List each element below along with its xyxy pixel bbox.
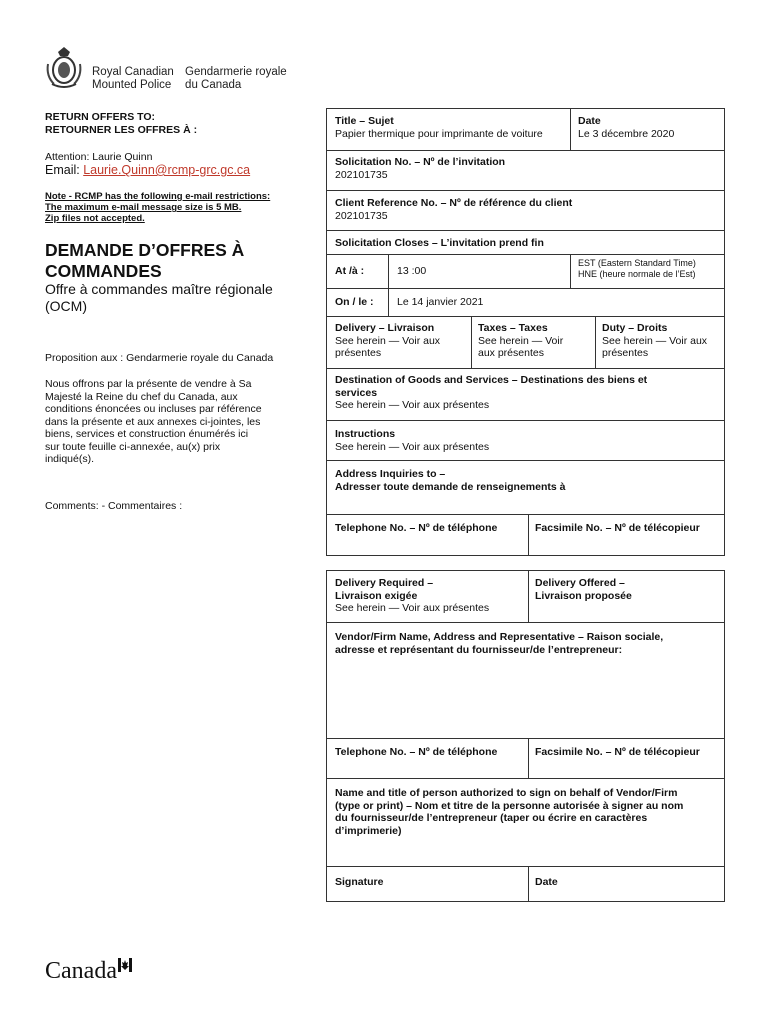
solicitation-number-field (335, 156, 505, 181)
authorized-person-field[interactable] (335, 787, 683, 837)
delivery-offered-field[interactable] (535, 577, 632, 602)
name-title-line-3: du fournisseur/de l’entrepreneur (taper ou écrire en caractères (335, 812, 648, 824)
offer-line-6: sur toute feuille ci-annexée, au(x) prix (45, 440, 221, 453)
offer-line-1: Nous offrons par la présente de vendre à Sa (45, 378, 252, 390)
org-name-fr-line-2: du Canada (185, 79, 242, 91)
org-name-en-line-1: Royal Canadian (92, 66, 174, 78)
page-title-line-1: DEMANDE D’OFFRES À (45, 240, 245, 260)
date-value: Le 3 décembre 2020 (578, 127, 675, 140)
destination-field (335, 374, 647, 412)
email-label: Email: (45, 163, 84, 177)
title-value: Papier thermique pour imprimante de voiture (335, 127, 543, 140)
timezone-en: EST (Eastern Standard Time) (578, 258, 696, 268)
taxes-value-line-1: See herein — Voir (478, 334, 564, 347)
proposal-line: Proposition aux : Gendarmerie royale du Canada (45, 352, 274, 364)
solicitation-closes-label: Solicitation Closes – L’invitation prend fin (335, 237, 544, 249)
delivery-value-line-2: présentes (335, 347, 382, 359)
inquiries-fax-label: Facsimile No. – Nº de télécopieur (535, 522, 700, 534)
on-value: Le 14 janvier 2021 (397, 296, 484, 308)
timezone-field (578, 258, 696, 280)
email-restrictions-note (45, 191, 310, 224)
vendor-label-line-1: Vendor/Firm Name, Address and Representative – Raison sociale, (335, 631, 664, 643)
page-title-line-2: COMMANDES (45, 261, 162, 281)
delivery-required-label-line-2: Livraison exigée (335, 589, 418, 602)
address-inquiries-field (335, 468, 566, 493)
canada-wordmark (45, 958, 132, 985)
delivery-label: Delivery – Livraison (335, 322, 435, 334)
vendor-form (326, 570, 725, 902)
name-title-line-1: Name and title of person authorized to sign on behalf of Vendor/Firm (335, 787, 678, 799)
offer-line-2: Majesté la Reine du chef du Canada, aux (45, 390, 238, 403)
timezone-fr: HNE (heure normale de l’Est) (578, 269, 696, 279)
date-label: Date (578, 115, 601, 127)
taxes-value-line-2: aux présentes (478, 347, 544, 359)
destination-label-line-1: Destination of Goods and Services – Destinations des biens et (335, 374, 648, 386)
name-title-line-2: (type or print) – Nom et titre de la personne autorisée à signer au nom (335, 799, 684, 812)
organization-name (92, 66, 295, 92)
return-offers-fr: RETOURNER LES OFFRES À : (45, 123, 198, 136)
signature-date-field[interactable]: Date (535, 876, 558, 888)
client-reference-field (335, 197, 572, 222)
duty-label: Duty – Droits (602, 322, 668, 334)
return-offers-en: RETURN OFFERS TO: (45, 111, 156, 123)
title-field (335, 115, 543, 140)
destination-label-line-2: services (335, 386, 378, 399)
at-label: At /à : (335, 265, 365, 277)
page-subtitle (45, 281, 310, 315)
offer-line-4: dans la présente et aux annexes ci-jointes, les (45, 415, 261, 428)
canada-wordmark-text: Canada (45, 958, 117, 984)
delivery-offered-label-line-2: Livraison proposée (535, 589, 632, 602)
instructions-label: Instructions (335, 428, 396, 440)
name-title-line-4: d’imprimerie) (335, 824, 402, 837)
inquiries-label-line-2: Adresser toute demande de renseignements à (335, 480, 566, 493)
vendor-fax-field[interactable]: Facsimile No. – Nº de télécopieur (535, 746, 700, 758)
attention-line: Attention: Laurie Quinn (45, 151, 153, 163)
client-reference-label: Client Reference No. – Nº de référence du client (335, 197, 573, 209)
delivery-required-label-line-1: Delivery Required – (335, 577, 434, 589)
date-field (578, 115, 674, 140)
signature-field[interactable]: Signature (335, 876, 384, 888)
client-reference-value: 202101735 (335, 209, 388, 222)
canada-flag-icon (118, 958, 132, 972)
delivery-required-value: See herein — Voir aux présentes (335, 602, 490, 614)
vendor-telephone-field[interactable]: Telephone No. – Nº de téléphone (335, 746, 498, 758)
title-label: Title – Sujet (335, 115, 394, 127)
offer-paragraph (45, 378, 310, 466)
instructions-field (335, 428, 489, 453)
page-subtitle-line-2: (OCM) (45, 298, 87, 314)
delivery-offered-label-line-1: Delivery Offered – (535, 577, 625, 589)
org-name-en-line-2: Mounted Police (92, 79, 172, 91)
delivery-field (335, 322, 440, 360)
instructions-value: See herein — Voir aux présentes (335, 440, 490, 453)
note-line-3: Zip files not accepted. (45, 213, 145, 224)
rcmp-crest-icon (44, 44, 84, 90)
comments-label: Comments: - Commentaires : (45, 500, 183, 512)
inquiries-label-line-1: Address Inquiries to – (335, 468, 446, 480)
delivery-value-line-1: See herein — Voir aux (335, 334, 441, 347)
org-name-fr-line-1: Gendarmerie royale (185, 66, 287, 78)
duty-value-line-1: See herein — Voir aux (602, 334, 708, 347)
page-title (45, 240, 310, 282)
solicitation-number-label: Solicitation No. – Nº de l’invitation (335, 156, 506, 168)
destination-value: See herein — Voir aux présentes (335, 399, 490, 411)
taxes-label: Taxes – Taxes (478, 322, 548, 334)
inquiries-telephone-label: Telephone No. – Nº de téléphone (335, 522, 498, 534)
solicitation-number-value: 202101735 (335, 168, 388, 181)
at-value: 13 :00 (397, 265, 427, 277)
delivery-required-field (335, 577, 489, 615)
vendor-name-field[interactable] (335, 631, 663, 656)
return-offers-block (45, 111, 310, 136)
vendor-label-line-2: adresse et représentant du fournisseur/de l’entrepreneur: (335, 643, 623, 656)
note-line-2: The maximum e-mail message size is 5 MB. (45, 202, 242, 213)
taxes-field (478, 322, 563, 360)
offer-line-5: biens, services et construction énumérés ici (45, 428, 249, 440)
offer-line-7: indiqué(s). (45, 453, 95, 465)
email-link[interactable]: Laurie.Quinn@rcmp-grc.gc.ca (83, 163, 251, 177)
page-subtitle-line-1: Offre à commandes maître régionale (45, 281, 273, 297)
on-label: On / le : (335, 296, 374, 308)
duty-value-line-2: présentes (602, 347, 649, 359)
duty-field (602, 322, 707, 360)
offer-line-3: conditions énoncées ou incluses par référence (45, 403, 262, 415)
email-line (45, 164, 310, 177)
note-line-1: Note - RCMP has the following e-mail restrictions: (45, 191, 271, 202)
